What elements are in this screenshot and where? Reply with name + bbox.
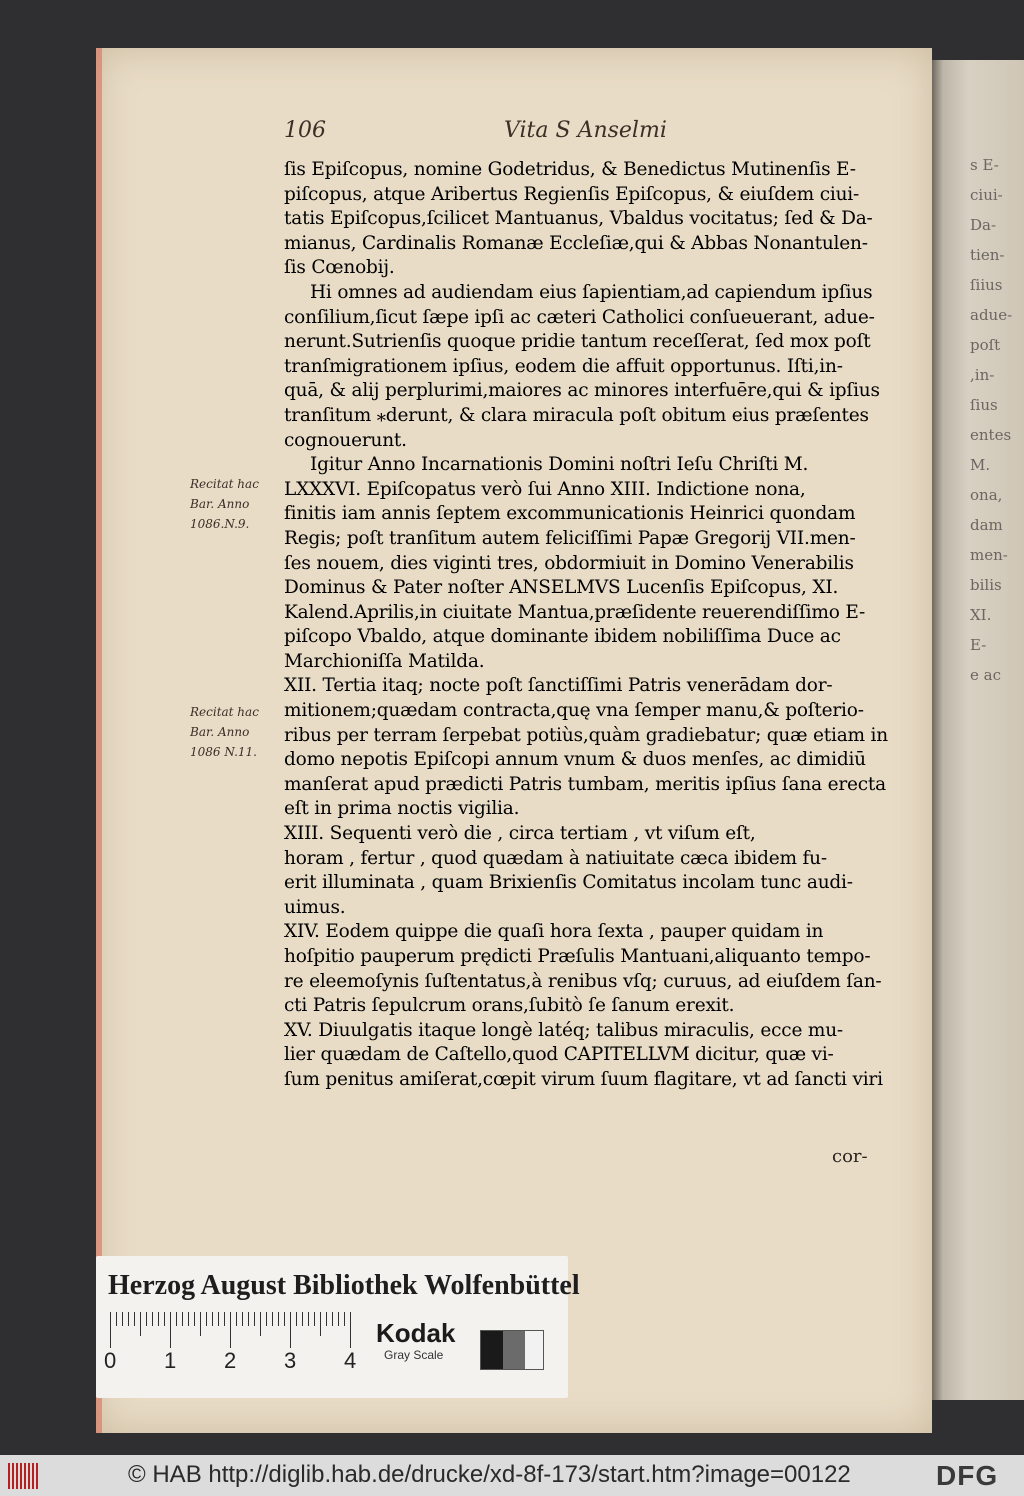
facing-page-fragment: adue-	[970, 306, 1013, 324]
ruler-tick	[266, 1312, 267, 1326]
facing-page-fragment: men-	[970, 546, 1008, 564]
text-line: quā, & alij perplurimi,maiores ac minores interfuēre,qui & ipſius	[284, 380, 880, 402]
text-line: nerunt.Sutrienſis quoque pridie tantum receſſerat, ſed mox poſt	[284, 331, 871, 353]
ruler-tick	[158, 1312, 159, 1326]
facing-page-fragment: E-	[970, 636, 987, 654]
ruler-tick	[344, 1312, 345, 1326]
text-line: domo nepotis Epiſcopi annum vnum & duos menſes, ac dimidiū	[284, 749, 866, 771]
text-line: LXXXVI. Epiſcopatus verò ſui Anno XIII. Indictione nona,	[284, 478, 806, 500]
ruler-tick	[122, 1312, 123, 1326]
text-line: ſis Epiſcopus, nomine Godetridus, & Benedictus Mutinenſis E-	[284, 159, 856, 180]
gray-swatch	[503, 1331, 525, 1369]
ruler-tick	[224, 1312, 225, 1326]
ruler-tick	[134, 1312, 135, 1326]
logo-bar	[28, 1463, 30, 1489]
text-line: ſes nouem, dies viginti tres, obdormiuit in Domino Venerabilis	[284, 552, 854, 574]
ruler-tick	[296, 1312, 297, 1326]
ruler-tick	[182, 1312, 183, 1326]
facing-page-fragment: dam	[970, 516, 1003, 534]
text-line: piſcopus, atque Aribertus Regienſis Epiſcopus, & eiuſdem ciui-	[284, 183, 860, 205]
ruler-tick	[188, 1312, 189, 1326]
text-line: XIII. Sequenti verò die , circa tertiam , vt viſum eſt,	[284, 823, 756, 845]
text-line: mitionem;quædam contracta,quę vna ſemper manu,& poſterio-	[284, 700, 864, 722]
ruler-tick	[236, 1312, 237, 1326]
marginal-note-line: 1086 N.11.	[190, 745, 257, 759]
logo-bar	[8, 1463, 10, 1489]
ruler-tick	[116, 1312, 117, 1326]
ruler-label: 4	[344, 1348, 357, 1373]
running-head: Vita S Anselmi	[504, 118, 667, 143]
marginal-note-1	[190, 474, 282, 534]
ruler-tick	[164, 1312, 165, 1326]
dfg-logo: DFG	[936, 1460, 999, 1491]
text-line: Regis; poſt tranſitum autem feliciſſimi Papæ Gregorij VII.men-	[284, 527, 856, 549]
text-line: ſum penitus amiſerat,cœpit virum ſuum flagitare, vt ad ſancti viri	[284, 1068, 883, 1090]
library-name: Herzog August Bibliothek Wolfenbüttel	[108, 1270, 580, 1301]
gray-swatch	[525, 1331, 543, 1369]
text-line: cognouerunt.	[284, 429, 407, 451]
marginal-note-line: Bar. Anno	[190, 497, 250, 511]
logo-bar	[20, 1463, 22, 1489]
ruler-tick	[284, 1312, 285, 1326]
facing-page-fragment: XI.	[970, 606, 992, 624]
color-calibration-card	[96, 1256, 580, 1398]
facing-page-text	[970, 150, 1024, 690]
text-line: XII. Tertia itaq; nocte poſt ſanctiſſimi Patris venerādam dor-	[284, 675, 833, 697]
ruler-tick	[176, 1312, 177, 1326]
marginal-note-2	[190, 702, 282, 762]
ruler-label: 0	[104, 1348, 117, 1373]
text-line: finitis iam annis ſeptem excommunicationis Heinrici quondam	[284, 503, 856, 525]
ruler-tick	[206, 1312, 207, 1326]
text-line: eſt in prima noctis vigilia.	[284, 798, 520, 820]
text-line: Hi omnes ad audiendam eius ſapientiam,ad capiendum ipſius	[310, 281, 873, 303]
ruler-tick	[260, 1312, 261, 1336]
text-line: XIV. Eodem quippe die quaſi hora ſexta , pauper quidam in	[284, 921, 824, 943]
marginal-note-line: 1086.N.9.	[190, 517, 250, 531]
facing-page-fragment: Da-	[970, 216, 997, 234]
facing-page-fragment: bilis	[970, 576, 1002, 594]
marginal-note-line: Recitat hac	[190, 477, 259, 491]
ruler-tick	[326, 1312, 327, 1326]
page-header	[284, 118, 884, 152]
facing-page-fragment: ciui-	[970, 186, 1003, 204]
ruler-tick	[170, 1312, 171, 1348]
text-line: hoſpitio pauperum prędicti Præſulis Mantuani,aliquanto tempo-	[284, 946, 871, 967]
marginal-note-line: Recitat hac	[190, 705, 259, 719]
gray-swatch	[481, 1331, 503, 1369]
ruler-tick	[308, 1312, 309, 1326]
text-line: tatis Epiſcopus,ſcilicet Mantuanus, Vbaldus vocitatus; ſed & Da-	[284, 208, 873, 230]
text-line: tranſitum ⁎derunt, & clara miracula poſt obitum eius præſentes	[284, 404, 869, 426]
ruler-labels	[104, 1348, 374, 1378]
ruler-label: 1	[164, 1348, 177, 1373]
ruler-tick	[110, 1312, 111, 1348]
ruler-label: 2	[224, 1348, 237, 1373]
copyright-link[interactable]: © HAB http://diglib.hab.de/drucke/xd-8f-173/start.htm?image=00122	[128, 1461, 851, 1488]
text-line: XV. Diuulgatis itaque longè latéq; talibus miraculis, ecce mu-	[284, 1019, 843, 1041]
footer-bar	[0, 1455, 1024, 1496]
facing-page-fragment: ,in-	[970, 366, 995, 384]
text-line: manſerat apud prædicti Patris tumbam, meritis ipſius ſana erecta	[284, 773, 886, 795]
ruler-tick	[290, 1312, 291, 1348]
ruler-tick	[314, 1312, 315, 1326]
logo-bar	[36, 1463, 38, 1489]
ruler-label: 3	[284, 1348, 297, 1373]
ruler-tick	[302, 1312, 303, 1326]
text-line: Marchioniſſa Matilda.	[284, 650, 485, 672]
text-line: Igitur Anno Incarnationis Domini noſtri Ieſu Chriſti M.	[310, 454, 809, 476]
facing-page-fragment: ona,	[970, 486, 1003, 504]
ruler-tick	[128, 1312, 129, 1326]
ruler-scale	[110, 1312, 360, 1348]
facing-page-fragment: s E-	[970, 156, 999, 174]
ruler-tick	[212, 1312, 213, 1326]
text-line: ſis Cœnobij.	[284, 257, 395, 279]
text-line: piſcopo Vbaldo, atque dominante ibidem nobiliſſima Duce ac	[284, 626, 841, 648]
text-line: Dominus & Pater noſter ANSELMVS Lucenſis Epiſcopus, XI.	[284, 577, 839, 599]
ruler-tick	[194, 1312, 195, 1326]
ruler-tick	[218, 1312, 219, 1326]
ruler-tick	[332, 1312, 333, 1326]
facing-page-fragment: entes	[970, 426, 1012, 444]
gray-swatches	[480, 1330, 544, 1370]
text-line: erit illuminata , quam Brixienſis Comitatus incolam tunc audi-	[284, 872, 853, 894]
facing-page-fragment: M.	[970, 456, 991, 474]
ruler-tick	[140, 1312, 141, 1336]
page-edge	[96, 48, 102, 1433]
text-line: conſilium,ſicut ſæpe ipſi ac cæteri Catholici conſueuerant, adue-	[284, 306, 875, 328]
marginal-note-line: Bar. Anno	[190, 725, 250, 739]
ruler-tick	[146, 1312, 147, 1326]
text-line: tranſmigrationem ipſius, eodem die affuit opportunus. Iſti,in-	[284, 355, 843, 377]
page-number: 106	[284, 118, 326, 143]
kodak-logo: Kodak	[376, 1318, 456, 1348]
ruler-tick	[152, 1312, 153, 1326]
logo-bar	[24, 1463, 26, 1489]
text-line: uimus.	[284, 896, 346, 918]
catchword: cor-	[832, 1146, 868, 1167]
text-line: re eleemoſynis ſuſtentatus,à renibus vſq; curuus, ad eiuſdem ſan-	[284, 970, 882, 992]
logo-bar	[16, 1463, 18, 1489]
ruler-tick	[272, 1312, 273, 1326]
facing-page-fragment: tien-	[970, 246, 1005, 264]
ruler-tick	[200, 1312, 201, 1336]
facing-page-fragment: ſius	[970, 396, 998, 414]
text-line: ribus per terram ſerpebat potiùs,quàm gradiebatur; quæ etiam in	[284, 724, 888, 746]
text-line: Kalend.Aprilis,in ciuitate Mantua,præſidente reuerendiſſimo E-	[284, 601, 866, 623]
ruler-tick	[278, 1312, 279, 1326]
text-line: lier quædam de Caſtello,quod CAPITELLVM dicitur, quæ vi-	[284, 1044, 834, 1066]
facing-page-fragment: ſiius	[970, 276, 1003, 294]
text-line: mianus, Cardinalis Romanæ Eccleſiæ,qui & Abbas Nonantulen-	[284, 232, 868, 254]
logo-bar	[32, 1463, 34, 1489]
hab-logo-icon	[8, 1463, 38, 1489]
text-line: horam , fertur , quod quædam à natiuitate cæca ibidem fu-	[284, 847, 827, 869]
ruler-tick	[338, 1312, 339, 1326]
facing-page-fragment: poſt	[970, 336, 1001, 354]
ruler-tick	[248, 1312, 249, 1326]
ruler-tick	[350, 1312, 351, 1348]
ruler-tick	[320, 1312, 321, 1336]
facing-page-fragment: e ac	[970, 666, 1001, 684]
body-text	[284, 158, 888, 1093]
gray-scale-label: Gray Scale	[384, 1348, 444, 1362]
text-line: cti Patris ſepulcrum orans,ſubitò ſe ſanum erexit.	[284, 995, 735, 1017]
ruler-tick	[254, 1312, 255, 1326]
ruler-tick	[242, 1312, 243, 1326]
logo-bar	[12, 1463, 14, 1489]
ruler-tick	[230, 1312, 231, 1348]
